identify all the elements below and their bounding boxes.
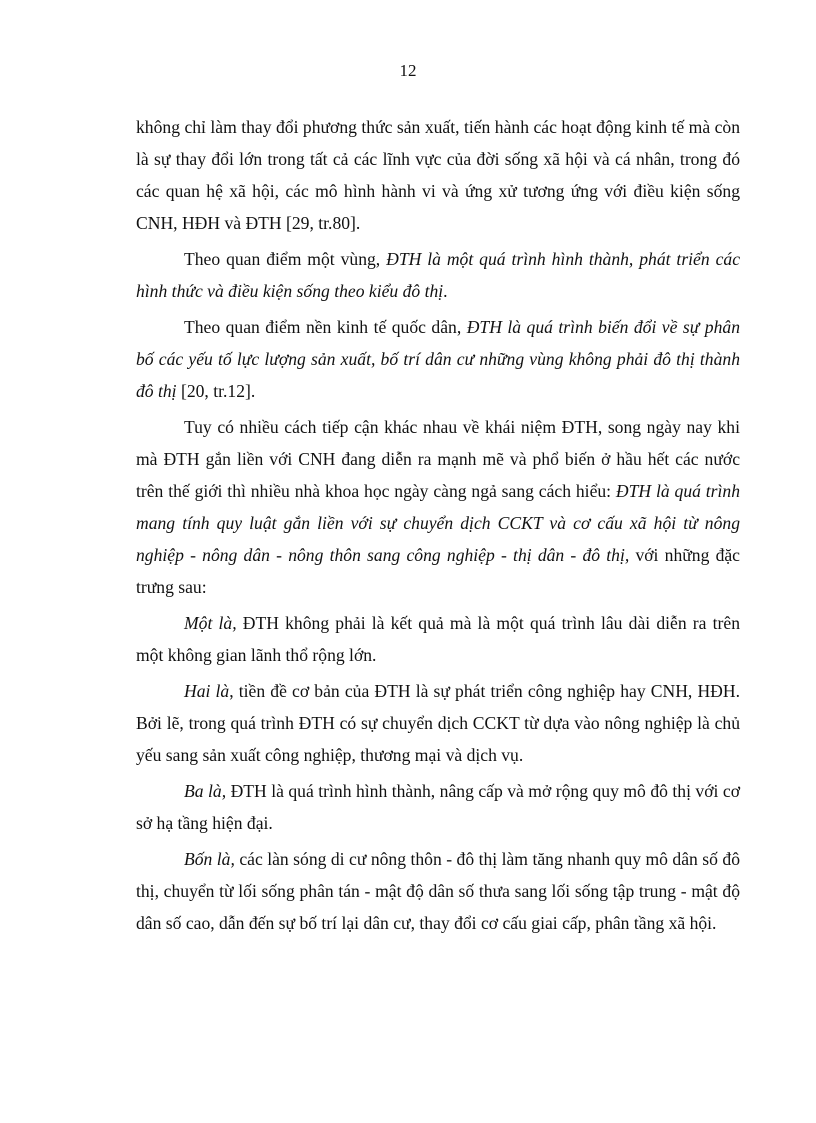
- characteristic-text: ĐTH không phải là kết quả mà là một quá trình lâu dài diễn ra trên một không gian lãnh thổ rộng lớn.: [136, 613, 740, 665]
- characteristic-text: ĐTH là quá trình hình thành, nâng cấp và mở rộng quy mô đô thị với cơ sở hạ tầng hiện đại.: [136, 781, 741, 833]
- paragraph-italic-definition: ĐTH là một quá trình hình thành, phát triển các hình thức và điều kiện sống theo kiểu đô thị: [136, 249, 741, 301]
- characteristic-label: Bốn là,: [184, 849, 235, 869]
- characteristic-label: Một là,: [184, 613, 237, 633]
- paragraph-characteristic-one: [136, 607, 740, 671]
- paragraph-lead: Tuy có nhiều cách tiếp cận khác nhau về khái niệm ĐTH, song ngày nay khi mà ĐTH gắn liền với CNH đang diễn ra mạnh mẽ và phổ biến ở hầu hết các nước trên thế giới thì nhiều nhà khoa học ngày càng ngả sang cách hiểu:: [136, 417, 740, 501]
- characteristic-label: Hai là: [184, 681, 230, 701]
- characteristic-text: , tiền đề cơ bản của ĐTH là sự phát triển công nghiệp hay CNH, HĐH. Bởi lẽ, trong quá trình ĐTH có sự chuyển dịch CCKT từ dựa vào nông nghiệp là chủ yếu sang sản xuất công nghiệp, thương mại và dịch vụ.: [136, 681, 740, 765]
- paragraph-italic-definition: ĐTH là quá trình biến đổi về sự phân bố các yếu tố lực lượng sản xuất, bố trí dân cư những vùng không phải đô thị thành đô thị: [136, 317, 740, 401]
- paragraph-characteristic-two: [136, 675, 740, 771]
- paragraph-general-definition: [136, 411, 740, 603]
- paragraph-text: không chỉ làm thay đổi phương thức sản xuất, tiến hành các hoạt động kinh tế mà còn là sự thay đổi lớn trong tất cả các lĩnh vực của đời sống xã hội và cá nhân, trong đó các quan hệ xã hội, các mô hình hành vi và ứng xử tương ứng với điều kiện sống CNH, HĐH và ĐTH [29, tr.80].: [136, 117, 740, 233]
- paragraph-characteristic-four: [136, 843, 740, 939]
- paragraph-tail: với những đặc trưng sau:: [136, 545, 740, 597]
- paragraph-characteristic-three: [136, 775, 740, 839]
- characteristic-label: Ba là,: [184, 781, 227, 801]
- paragraph-regional-view: [136, 243, 740, 307]
- paragraph-tail: .: [443, 281, 448, 301]
- paragraph-tail: [20, tr.12].: [176, 381, 256, 401]
- characteristic-text: các làn sóng di cư nông thôn - đô thị làm tăng nhanh quy mô dân số đô thị, chuyển từ lối sống phân tán - mật độ dân số thưa sang lối sống tập trung - mật độ dân số cao, dẫn đến sự bố trí lại dân cư, thay đổi cơ cấu giai cấp, phân tầng xã hội.: [136, 849, 740, 933]
- paragraph-continuation: [136, 111, 740, 239]
- paragraph-lead: Theo quan điểm một vùng,: [184, 249, 387, 269]
- paragraph-lead: Theo quan điểm nền kinh tế quốc dân,: [184, 317, 467, 337]
- page-number: 12: [399, 61, 417, 80]
- paragraph-national-economy-view: [136, 311, 740, 407]
- body-text: [136, 111, 740, 943]
- paragraph-italic-definition: ĐTH là quá trình mang tính quy luật gắn liền với sự chuyển dịch CCKT và cơ cấu xã hội từ nông nghiệp - nông dân - nông thôn sang công nghiệp - thị dân - đô thị,: [136, 481, 740, 565]
